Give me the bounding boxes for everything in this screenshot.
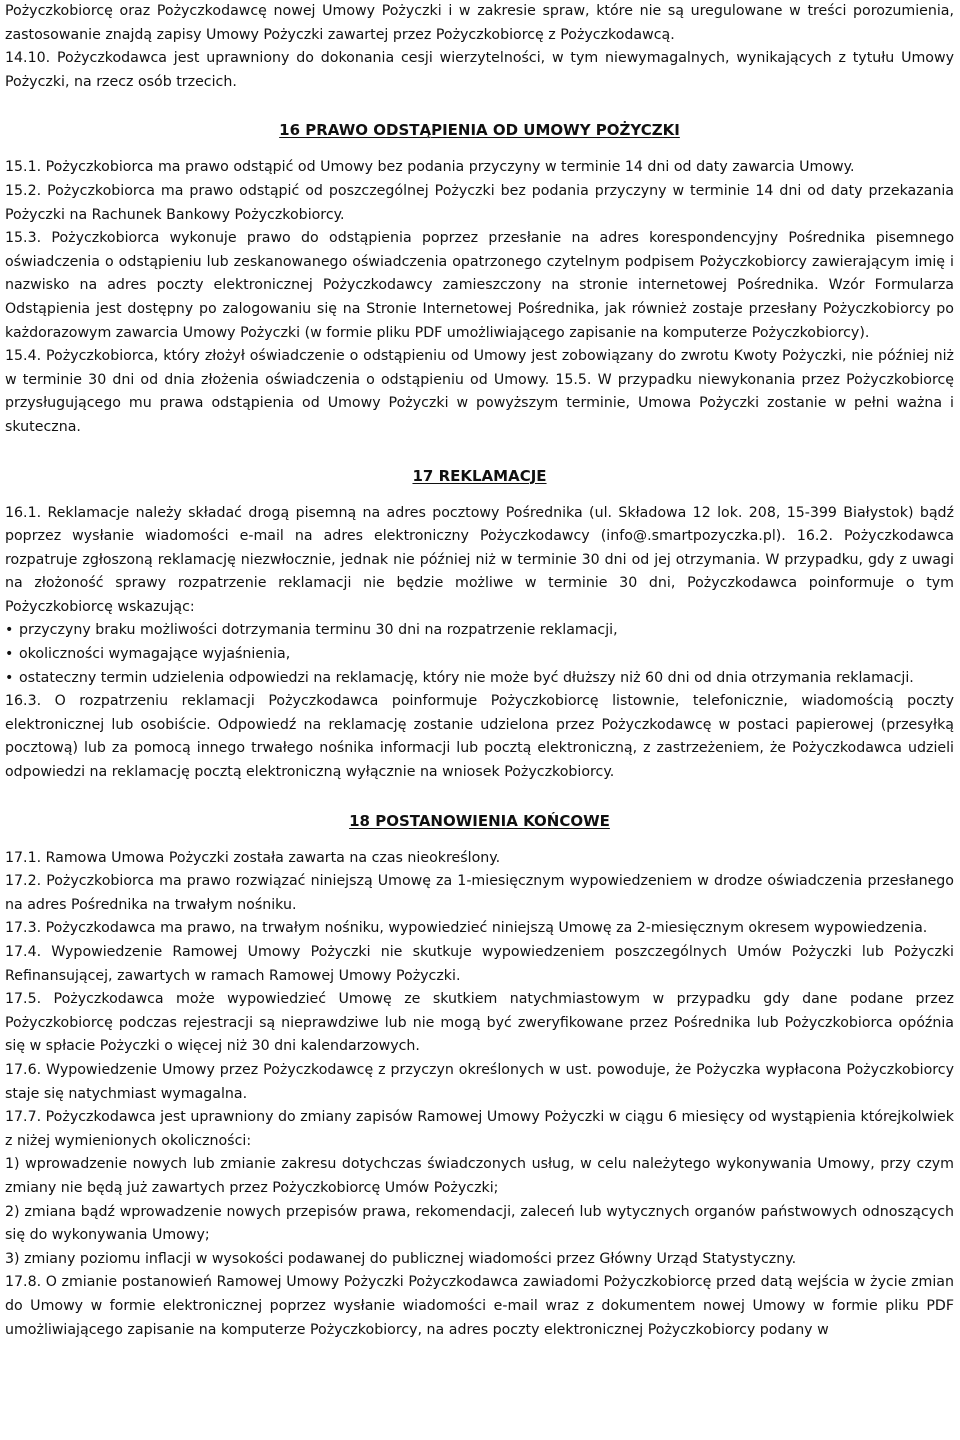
section-17-title: 17 REKLAMACJE	[412, 466, 547, 485]
section-18-heading	[5, 809, 954, 833]
paragraph-17-3: 17.3. Pożyczkodawca ma prawo, na trwałym nośniku, wypowiedzieć niniejszą Umowę za 2-miesięcznym okresem wypowiedzenia.	[5, 920, 928, 937]
list-item-1: 1) wprowadzenie nowych lub zmianie zakresu dotychczas świadczonych usług, w celu należytego wykonywania Umowy, przy czym zmiany nie będą już zawartych przez Pożyczkobiorcę Umów Pożyczki;	[5, 1156, 954, 1196]
paragraph-15-4: 15.4. Pożyczkobiorca, który złożył oświadczenie o odstąpieniu od Umowy jest zobowiązany do zwrotu Kwoty Pożyczki, nie później niż w terminie 30 dni od dnia złożenia oświadczenia o odstąpieniu od Umowy. 15.5. W przypadku niewykonania przez Pożyczkobiorcę przysługującego mu prawa odstąpienia od Umowy Pożyczki w powyższym terminie, Umowa Pożyczki zostanie w pełni ważna i skuteczna.	[5, 348, 954, 435]
paragraph-15-3: 15.3. Pożyczkobiorca wykonuje prawo do odstąpienia poprzez przesłanie na adres korespondencyjny Pośrednika pisemnego oświadczenia o odstąpieniu lub zeskanowanego oświadczenia opatrzonego czytelnym podpisem Pożyczkobiorcy zawierającym imię i nazwisko na adres poczty elektronicznej Pożyczkodawcy zamieszczony na stronie internetowej Pośrednika. Wzór Formularza Odstąpienia jest dostępny po zalogowaniu się na Stronie Internetowej Pośrednika, jak również zostaje przesłany Pożyczkobiorcy po każdorazowym zawarcia Umowy Pożyczki (w formie pliku PDF umożliwiającego zapisanie na komputerze Pożyczkobiorcy).	[5, 230, 954, 341]
section-18-title: 18 POSTANOWIENIA KOŃCOWE	[349, 811, 610, 830]
paragraph-17-4: 17.4. Wypowiedzenie Ramowej Umowy Pożyczki nie skutkuje wypowiedzeniem poszczególnych Umów Pożyczki lub Pożyczki Refinansującej, zawartych w ramach Ramowej Umowy Pożyczki.	[5, 944, 954, 984]
bullet-icon: •	[5, 622, 14, 639]
bullet-item: • ostateczny termin udzielenia odpowiedzi na reklamację, który nie może być dłuższy niż 60 dni od dnia otrzymania reklamacji.	[5, 667, 954, 691]
paragraph-14-10: 14.10. Pożyczkodawca jest uprawniony do dokonania cesji wierzytelności, w tym niewymagalnych, wynikających z tytułu Umowy Pożyczki, na rzecz osób trzecich.	[5, 50, 954, 90]
paragraph-15-2: 15.2. Pożyczkobiorca ma prawo odstąpić od poszczególnej Pożyczki bez podania przyczyny w terminie 14 dni od daty przekazania Pożyczki na Rachunek Bankowy Pożyczkobiorcy.	[5, 182, 954, 223]
paragraph-17-7: 17.7. Pożyczkodawca jest uprawniony do zmiany zapisów Ramowej Umowy Pożyczki w ciągu 6 miesięcy od wystąpienia którejkolwiek z niżej wymienionych okoliczności:	[5, 1109, 954, 1149]
list-item-3: 3) zmiany poziomu inflacji w wysokości podawanej do publicznej wiadomości przez Główny Urząd Statystyczny.	[5, 1250, 797, 1267]
bullet-item: • przyczyny braku możliwości dotrzymania terminu 30 dni na rozpatrzenie reklamacji,	[5, 619, 954, 643]
paragraph-17-1: 17.1. Ramowa Umowa Pożyczki została zawarta na czas nieokreślony.	[5, 849, 501, 866]
bullet-icon: •	[5, 646, 14, 663]
section-16-title: 16 PRAWO ODSTĄPIENIA OD UMOWY POŻYCZKI	[279, 121, 680, 140]
paragraph-continuation: Pożyczkobiorcę oraz Pożyczkodawcę nowej Umowy Pożyczki i w zakresie spraw, które nie są uregulowane w treści porozumienia, zastosowanie znajdą zapisy Umowy Pożyczki zawartej przez Pożyczkobiorcę z Pożyczkodawcą.	[5, 3, 954, 43]
bullet-item: • okoliczności wymagające wyjaśnienia,	[5, 643, 954, 667]
paragraph-17-6: 17.6. Wypowiedzenie Umowy przez Pożyczkodawcę z przyczyn określonych w ust. powoduje, że Pożyczka wypłacona Pożyczkobiorcy staje się natychmiast wymagalna.	[5, 1061, 954, 1102]
section-16-heading	[5, 118, 954, 142]
paragraph-17-5: 17.5. Pożyczkodawca może wypowiedzieć Umowę ze skutkiem natychmiastowym w przypadku gdy dane podane przez Pożyczkobiorcę podczas rejestracji są nieprawdziwe lub nie mogą być zweryfikowane przez Pośrednika lub Pożyczkobiorca opóźnia się w spłacie Pożyczki o więcej niż 30 dni kalendarzowych.	[5, 991, 954, 1055]
paragraph-17-8: 17.8. O zmianie postanowień Ramowej Umowy Pożyczki Pożyczkodawca zawiadomi Pożyczkobiorcę przed datą wejścia w życie zmian do Umowy w formie elektronicznej poprzez wysłanie wiadomości e-mail wraz z dokumentem nowej Umowy w formie pliku PDF umożliwiającego zapisanie na komputerze Pożyczkobiorcy, na adres poczty elektronicznej Pożyczkobiorcy podany w	[5, 1274, 954, 1338]
paragraph-16-1: 16.1. Reklamacje należy składać drogą pisemną na adres pocztowy Pośrednika (ul. Składowa 12 lok. 208, 15-399 Białystok) bądź poprzez wysłanie wiadomości e-mail na adres elektroniczny Pożyczkodawcy (info@.smartpozyczka.pl). 16.2. Pożyczkodawca rozpatruje zgłoszoną reklamację niezwłocznie, jednak nie później niż w terminie 30 dni od jej otrzymania. W przypadku, gdy z uwagi na złożoność sprawy rozpatrzenie reklamacji nie będzie możliwe w terminie 30 dni, Pożyczkodawca poinformuje o tym Pożyczkobiorcę wskazując:	[5, 504, 954, 615]
section-17-heading	[5, 464, 954, 488]
paragraph-17-2: 17.2. Pożyczkobiorca ma prawo rozwiązać niniejszą Umowę za 1-miesięcznym wypowiedzeniem w drodze oświadczenia przesłanego na adres Pośrednika na trwałym nośniku.	[5, 873, 954, 913]
paragraph-15-1: 15.1. Pożyczkobiorca ma prawo odstąpić od Umowy bez podania przyczyny w terminie 14 dni od daty zawarcia Umowy.	[5, 159, 855, 176]
paragraph-16-3: 16.3. O rozpatrzeniu reklamacji Pożyczkodawca poinformuje Pożyczkobiorcę listownie, telefonicznie, wiadomością poczty elektronicznej lub osobiście. Odpowiedź na reklamację zostanie udzielona przez Pożyczkodawcę w postaci papierowej (przesyłką pocztową) lub za pomocą innego trwałego nośnika informacji lub pocztą elektroniczną, z zastrzeżeniem, że Pożyczkodawca udzieli odpowiedzi na reklamację pocztą elektroniczną wyłącznie na wniosek Pożyczkobiorcy.	[5, 693, 954, 781]
bullet-icon: •	[5, 669, 14, 686]
list-item-2: 2) zmiana bądź wprowadzenie nowych przepisów prawa, rekomendacji, zaleceń lub wytycznych organów państwowych odnoszących się do wykonywania Umowy;	[5, 1203, 954, 1244]
